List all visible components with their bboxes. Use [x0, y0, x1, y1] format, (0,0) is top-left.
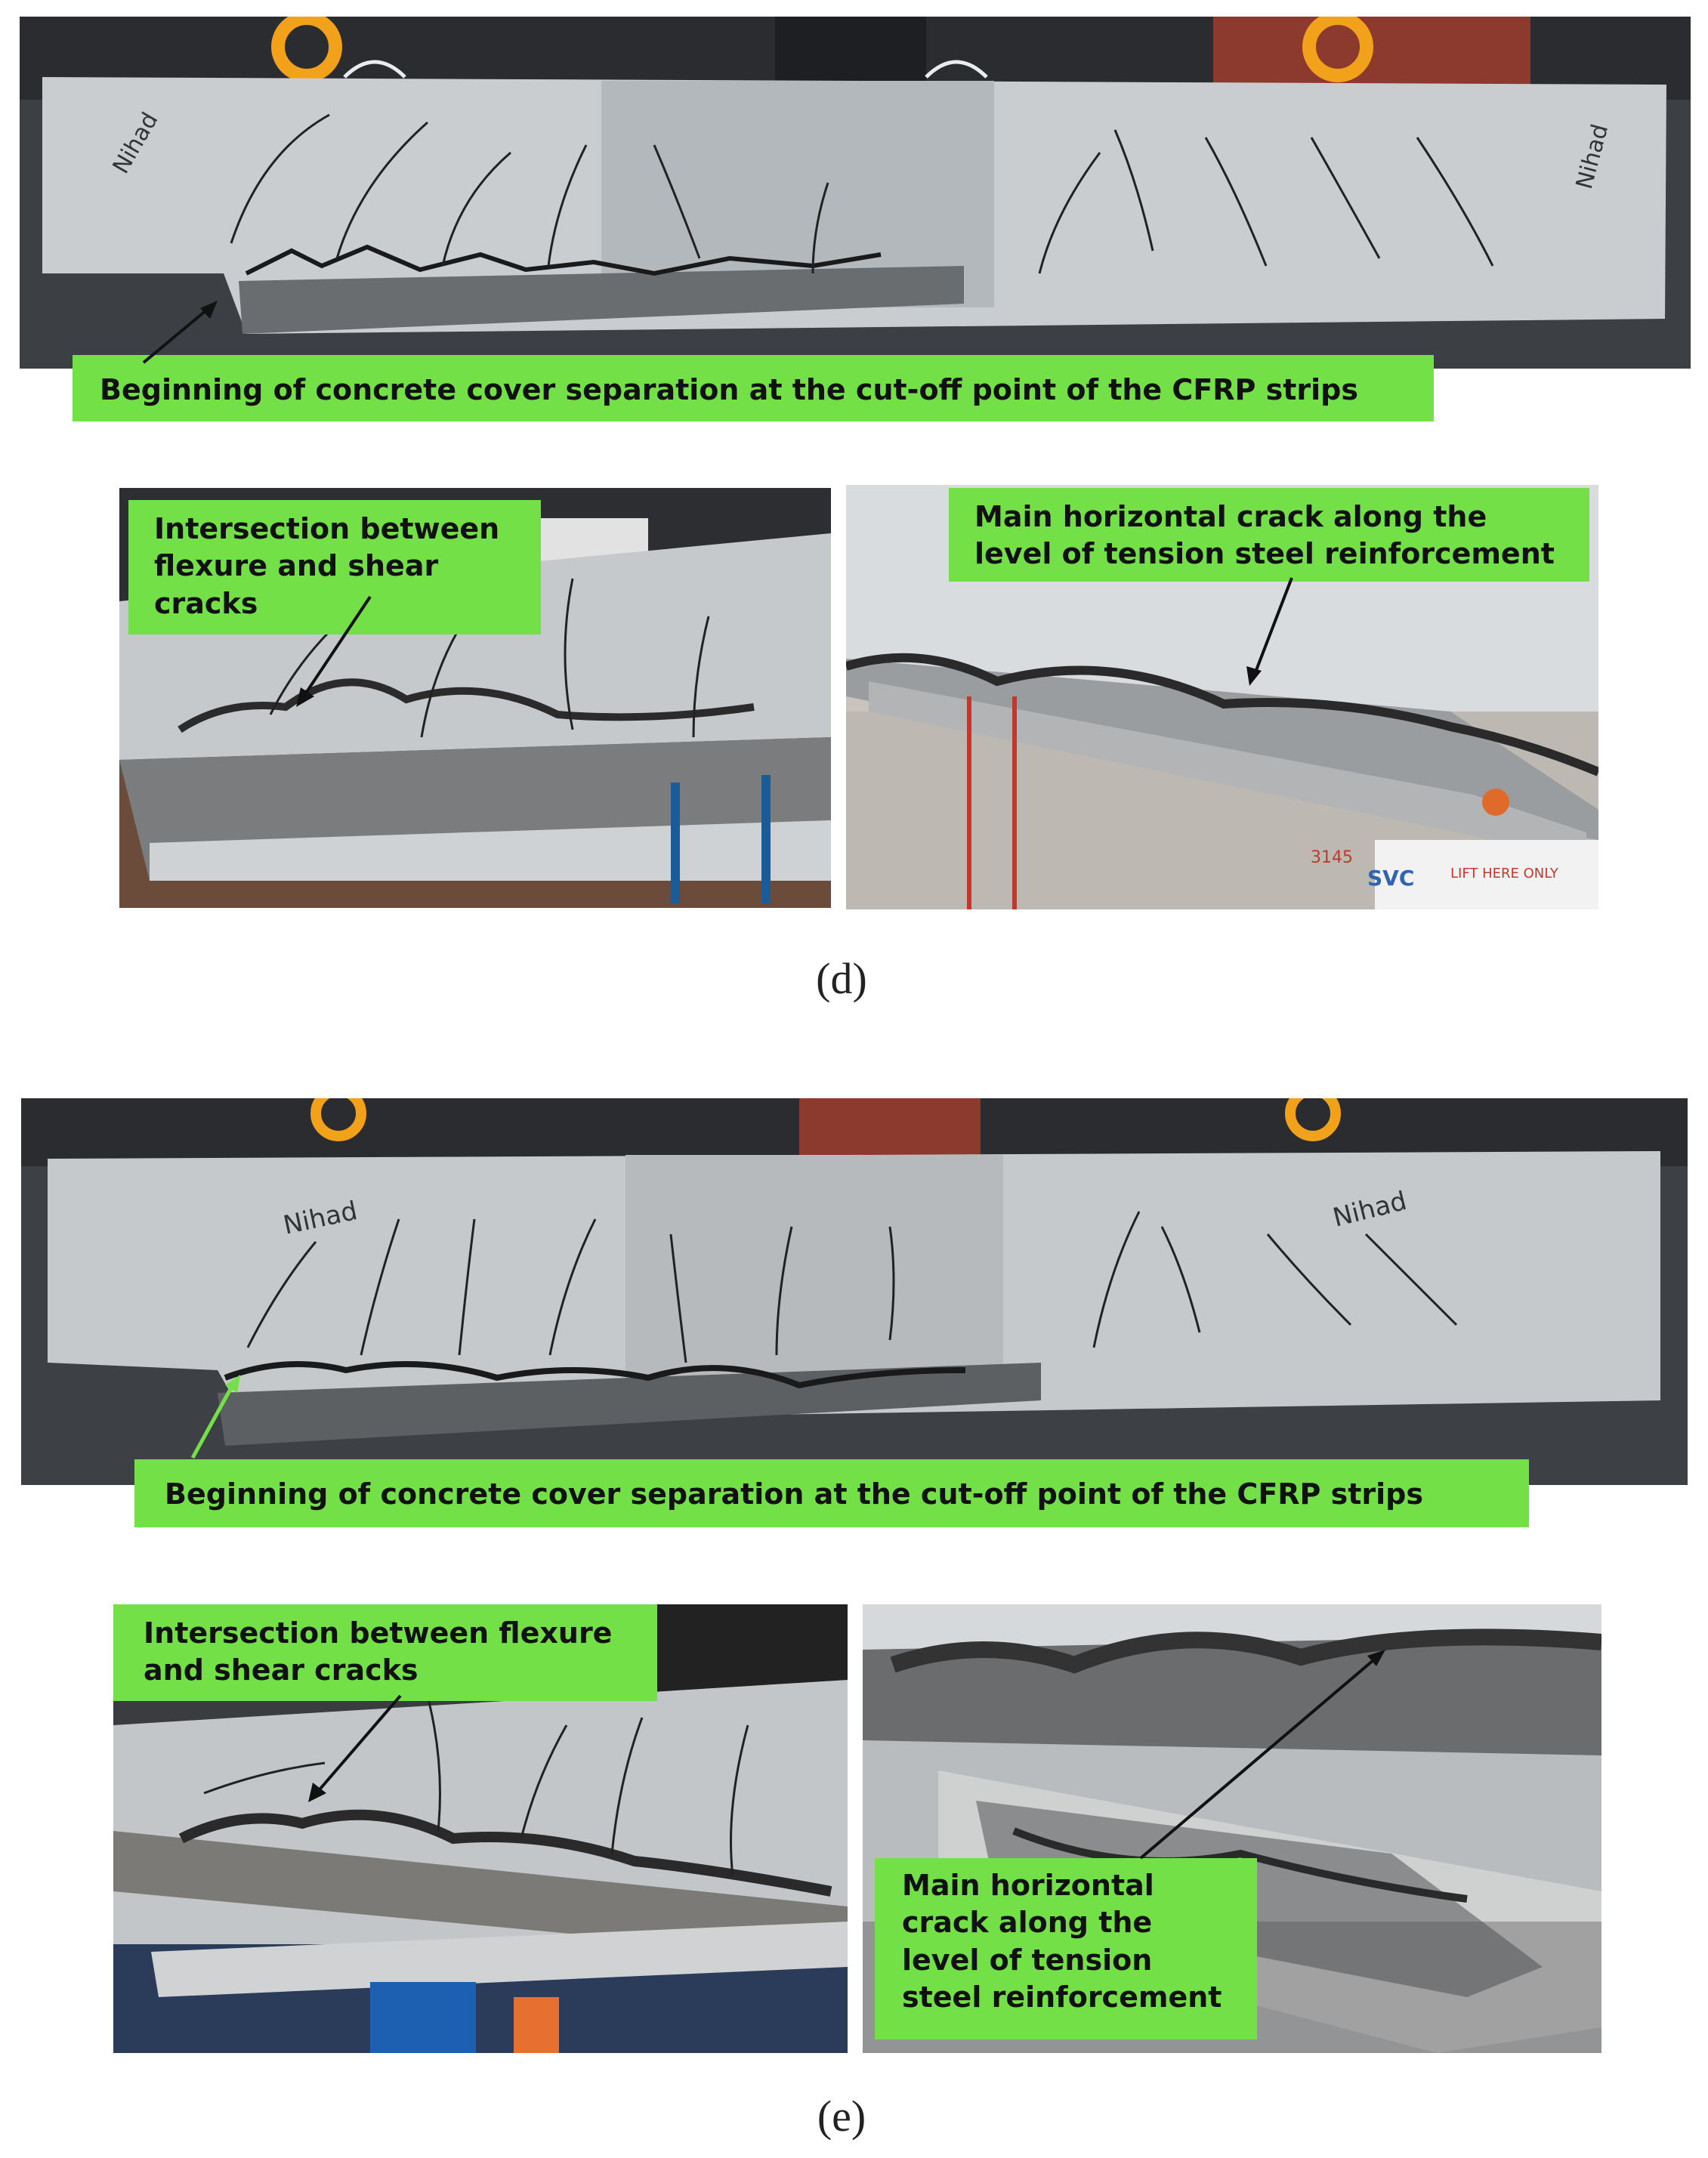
photo-d-full-beam: [20, 17, 1691, 369]
callout-d-main-crack-line-2: level of tension steel reinforcement: [974, 537, 1555, 571]
callout-d-intersection-line-1: Intersection between: [154, 512, 500, 545]
photo-e-full-beam: [21, 1098, 1688, 1485]
callout-e-cover-separation: [134, 1459, 1529, 1527]
callout-e-main-crack-line-2: crack along the: [902, 1906, 1153, 1940]
callout-e-cover-separation-text: Beginning of concrete cover separation at the cut-off point of the CFRP strips: [165, 1477, 1423, 1511]
callout-e-main-crack-line-1: Main horizontal: [902, 1869, 1154, 1902]
callout-d-main-crack: [949, 488, 1589, 582]
callout-e-intersection-line-1: Intersection between flexure: [144, 1616, 613, 1650]
handwriting-nihad-right-e: Nihad: [1330, 1186, 1410, 1233]
caption-d: (d): [816, 954, 867, 1003]
callout-d-cover-separation: [73, 355, 1434, 421]
callout-d-intersection-line-2: flexure and shear: [154, 549, 439, 583]
callout-e-main-crack-line-3: level of tension: [902, 1943, 1153, 1977]
callout-e-intersection-line-2: and shear cracks: [144, 1653, 419, 1687]
handwriting-nihad-left-e: Nihad: [280, 1196, 360, 1241]
callout-e-main-crack-line-4: steel reinforcement: [902, 1980, 1222, 2014]
callout-e-main-crack: [875, 1858, 1257, 2039]
callout-d-intersection-line-3: cracks: [154, 586, 258, 620]
callout-d-cover-separation-text: Beginning of concrete cover separation at the cut-off point of the CFRP strips: [100, 373, 1358, 406]
sign-lift-here-only: LIFT HERE ONLY: [1450, 866, 1558, 881]
handwriting-nihad-left: Nihad: [107, 107, 164, 178]
callout-e-intersection: [113, 1604, 657, 1701]
handwriting-nihad-right: Nihad: [1571, 121, 1614, 193]
caption-e: (e): [817, 2092, 866, 2141]
callout-d-main-crack-line-1: Main horizontal crack along the: [974, 500, 1487, 533]
sign-number-3145: 3145: [1311, 848, 1353, 867]
sign-brand-svc: SVC: [1367, 866, 1415, 891]
callout-d-intersection: [128, 500, 541, 634]
